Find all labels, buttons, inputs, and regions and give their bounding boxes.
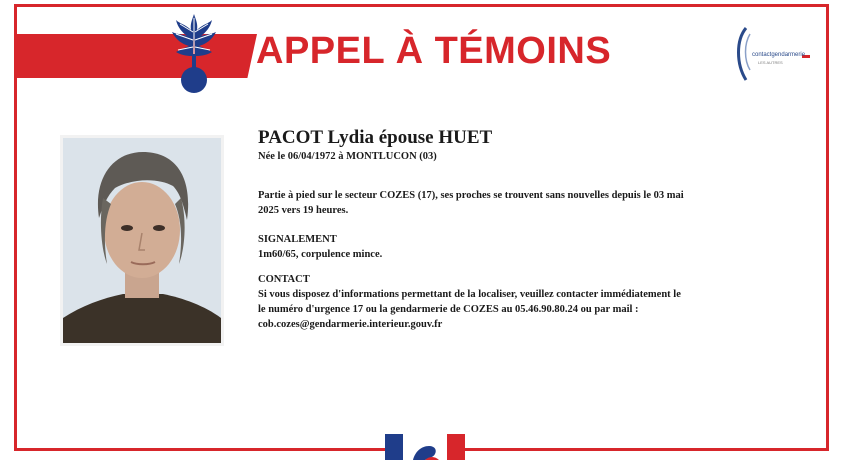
person-details <box>258 126 778 332</box>
contact-email[interactable]: cob.cozes@gendarmerie.interieur.gouv.fr <box>258 319 443 330</box>
person-name: PACOT Lydia épouse HUET <box>258 127 493 148</box>
contact-logo-icon <box>734 22 816 86</box>
gendarmerie-flame-icon <box>168 10 220 100</box>
marianne-icon <box>405 442 441 460</box>
logo-text: contactgendarmerie <box>752 52 806 58</box>
republique-francaise-flag-icon <box>385 434 465 460</box>
description-line-1: Partie à pied sur le secteur COZES (17), ses proches se trouvent sans nouvelles depuis le 03 mai <box>258 190 684 201</box>
person-birth: Née le 06/04/1972 à MONTLUCON (03) <box>258 151 437 162</box>
contact-line-2: le numéro d'urgence 17 ou la gendarmerie de COZES au 05.46.90.80.24 ou par mail : <box>258 304 639 315</box>
flag-blue-band <box>385 434 403 460</box>
person-photo <box>63 138 221 343</box>
contact-heading: CONTACT <box>258 274 310 285</box>
logo-subtext: LES AUTRES <box>758 60 783 65</box>
header-banner <box>17 34 257 78</box>
page-title: APPEL À TÉMOINS <box>256 30 612 72</box>
signalement-text: 1m60/65, corpulence mince. <box>258 249 383 260</box>
signalement-heading: SIGNALEMENT <box>258 234 337 245</box>
flag-red-band <box>447 434 465 460</box>
description-line-2: 2025 vers 19 heures. <box>258 205 349 216</box>
contact-line-1: Si vous disposez d'informations permettant de la localiser, veuillez contacter immédiatement le <box>258 289 681 300</box>
